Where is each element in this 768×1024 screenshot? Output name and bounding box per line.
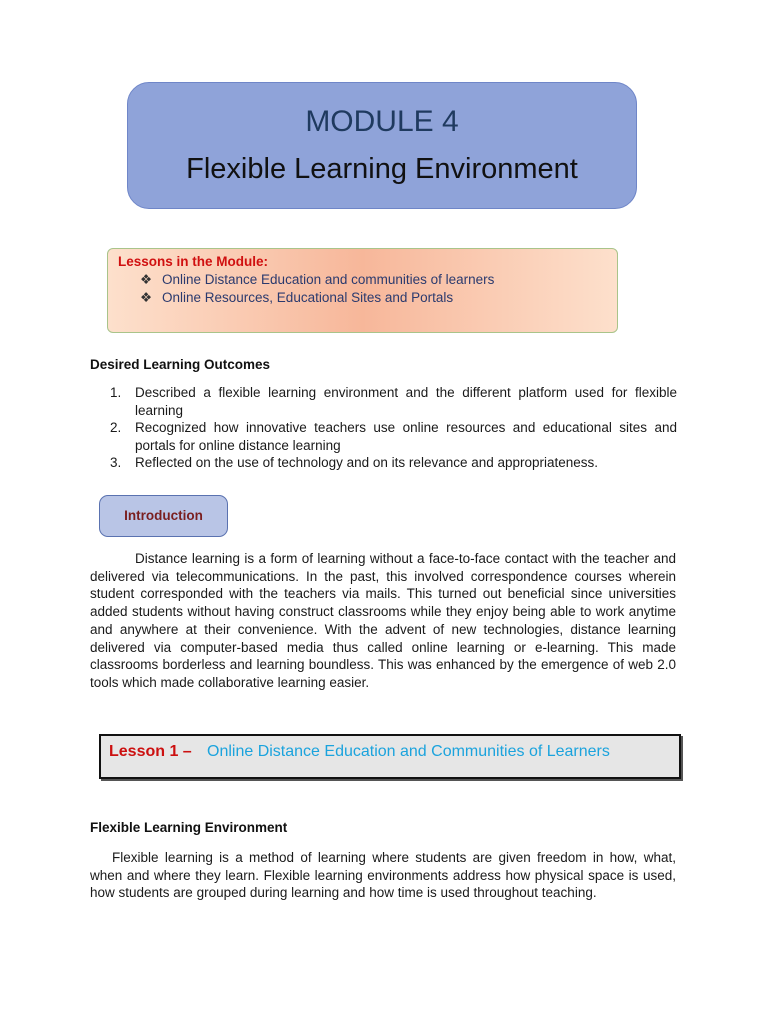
diamond-bullet-icon: ❖ <box>140 290 153 305</box>
outcomes-heading: Desired Learning Outcomes <box>90 357 271 372</box>
lesson-1-label: Lesson 1 – <box>109 743 192 760</box>
outcome-item <box>110 419 677 454</box>
diamond-bullet-icon: ❖ <box>140 272 153 287</box>
module-header-box <box>127 82 637 209</box>
outcome-item <box>110 384 677 419</box>
outcome-text: Described a flexible learning environment and the different platform used for flexible learning <box>135 385 677 418</box>
lessons-heading: Lessons in the Module: <box>118 254 269 269</box>
outcome-text: Reflected on the use of technology and on its relevance and appropriateness. <box>135 455 599 470</box>
outcome-text: Recognized how innovative teachers use online resources and educational sites and portals for online distance learning <box>135 420 677 453</box>
lesson-1-title: Online Distance Education and Communities of Learners <box>207 743 610 760</box>
outcome-item <box>110 454 677 472</box>
flexible-learning-heading: Flexible Learning Environment <box>90 820 288 835</box>
lesson-list-item <box>140 290 453 306</box>
module-title: Flexible Learning Environment <box>186 153 578 185</box>
outcomes-list <box>110 384 677 472</box>
outcome-number: 2. <box>110 420 122 435</box>
lesson-item-text: Online Resources, Educational Sites and Portals <box>162 290 454 305</box>
module-number: MODULE 4 <box>305 105 459 138</box>
introduction-label: Introduction <box>99 495 228 537</box>
outcome-number: 3. <box>110 455 122 470</box>
introduction-paragraph: Distance learning is a form of learning without a face-to-face contact with the teacher and delivered via telecommunications. In the past, this involved correspondence courses wherein student corresponded with the teachers via mails. This turned out beneficial since universities added students without having construct classrooms while they enjoy being able to work anytime and anywhere at their convenience. With the advent of new technologies, distance learning delivered via computer-based media thus called online learning or e-learning. This made classrooms borderless and learning boundless. This was enhanced by the emergence of web 2.0 tools which made collaborative learning easier. <box>90 551 676 690</box>
lesson-1-banner <box>99 734 681 779</box>
lesson-list-item <box>140 272 494 288</box>
lesson-item-text: Online Distance Education and communities of learners <box>162 272 495 287</box>
outcome-number: 1. <box>110 385 122 400</box>
flexible-learning-paragraph: Flexible learning is a method of learning where students are given freedom in how, what, when and where they learn. Flexible learning environments address how physical space is used, how students are grouped during learning and how time is used throughout teaching. <box>90 850 676 901</box>
lessons-in-module-box <box>107 248 618 333</box>
